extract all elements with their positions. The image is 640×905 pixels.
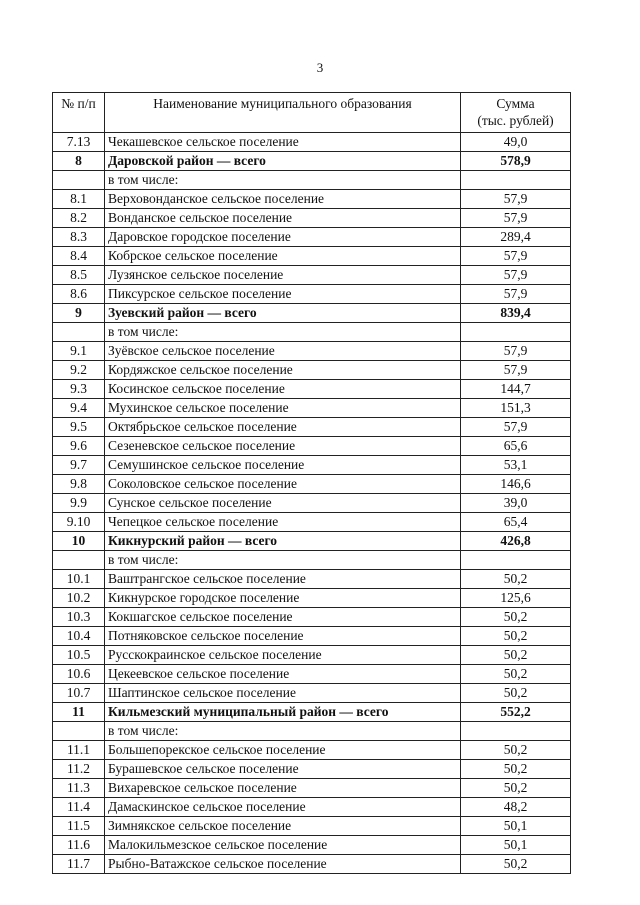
cell-name: Мухинское сельское поселение bbox=[105, 399, 461, 418]
cell-sum: 50,1 bbox=[461, 836, 571, 855]
cell-name: Пиксурское сельское поселение bbox=[105, 285, 461, 304]
cell-num: 9.7 bbox=[53, 456, 105, 475]
page-number: 3 bbox=[316, 60, 324, 75]
cell-num: 10.7 bbox=[53, 684, 105, 703]
cell-sum: 50,2 bbox=[461, 570, 571, 589]
cell-num: 11.4 bbox=[53, 798, 105, 817]
table-row bbox=[53, 855, 571, 874]
cell-num: 11.7 bbox=[53, 855, 105, 874]
cell-sum: 144,7 bbox=[461, 380, 571, 399]
cell-name: Шаптинское сельское поселение bbox=[105, 684, 461, 703]
header-sum bbox=[461, 93, 571, 133]
cell-sum: 57,9 bbox=[461, 247, 571, 266]
cell-name: в том числе: bbox=[105, 323, 461, 342]
cell-num: 10.3 bbox=[53, 608, 105, 627]
cell-num: 9.8 bbox=[53, 475, 105, 494]
table-row bbox=[53, 437, 571, 456]
table-row bbox=[53, 646, 571, 665]
table-row bbox=[53, 266, 571, 285]
cell-name: Потняковское сельское поселение bbox=[105, 627, 461, 646]
cell-num: 8 bbox=[53, 152, 105, 171]
cell-name: Сезеневское сельское поселение bbox=[105, 437, 461, 456]
cell-num: 11.3 bbox=[53, 779, 105, 798]
cell-num bbox=[53, 171, 105, 190]
cell-name: Кокшагское сельское поселение bbox=[105, 608, 461, 627]
cell-name: Вихаревское сельское поселение bbox=[105, 779, 461, 798]
cell-name: Верховонданское сельское поселение bbox=[105, 190, 461, 209]
cell-sum: 57,9 bbox=[461, 342, 571, 361]
table-row-subheading bbox=[53, 171, 571, 190]
cell-name: Цекеевское сельское поселение bbox=[105, 665, 461, 684]
cell-name: Зуёвское сельское поселение bbox=[105, 342, 461, 361]
cell-sum: 50,2 bbox=[461, 684, 571, 703]
cell-sum: 50,2 bbox=[461, 760, 571, 779]
header-name: Наименование муниципального образования bbox=[105, 93, 461, 133]
table-row bbox=[53, 285, 571, 304]
cell-name: Октябрьское сельское поселение bbox=[105, 418, 461, 437]
cell-name: Русскокраинское сельское поселение bbox=[105, 646, 461, 665]
cell-sum: 50,2 bbox=[461, 855, 571, 874]
table-row-total bbox=[53, 152, 571, 171]
cell-sum: 50,1 bbox=[461, 817, 571, 836]
table-row bbox=[53, 247, 571, 266]
table-row bbox=[53, 779, 571, 798]
table-row bbox=[53, 570, 571, 589]
cell-num: 10.1 bbox=[53, 570, 105, 589]
table-row bbox=[53, 836, 571, 855]
cell-sum: 65,6 bbox=[461, 437, 571, 456]
cell-num: 10.4 bbox=[53, 627, 105, 646]
cell-num: 11 bbox=[53, 703, 105, 722]
allocation-table bbox=[52, 92, 571, 874]
cell-sum: 57,9 bbox=[461, 190, 571, 209]
cell-sum: 57,9 bbox=[461, 266, 571, 285]
cell-sum: 48,2 bbox=[461, 798, 571, 817]
cell-sum: 50,2 bbox=[461, 779, 571, 798]
cell-name: Чепецкое сельское поселение bbox=[105, 513, 461, 532]
table-header-row bbox=[53, 93, 571, 133]
cell-num: 8.5 bbox=[53, 266, 105, 285]
cell-sum: 50,2 bbox=[461, 665, 571, 684]
table-row bbox=[53, 627, 571, 646]
cell-name: Рыбно-Ватажское сельское поселение bbox=[105, 855, 461, 874]
cell-num: 10.6 bbox=[53, 665, 105, 684]
cell-name: в том числе: bbox=[105, 722, 461, 741]
cell-sum: 39,0 bbox=[461, 494, 571, 513]
table-row-subheading bbox=[53, 722, 571, 741]
cell-sum: 50,2 bbox=[461, 646, 571, 665]
table-row bbox=[53, 209, 571, 228]
table-row bbox=[53, 494, 571, 513]
cell-sum: 552,2 bbox=[461, 703, 571, 722]
cell-sum: 49,0 bbox=[461, 133, 571, 152]
cell-name: Сунское сельское поселение bbox=[105, 494, 461, 513]
cell-num: 9.6 bbox=[53, 437, 105, 456]
cell-num: 9.3 bbox=[53, 380, 105, 399]
cell-sum: 57,9 bbox=[461, 361, 571, 380]
table-row bbox=[53, 361, 571, 380]
table-row bbox=[53, 817, 571, 836]
cell-name: Кикнурский район — всего bbox=[105, 532, 461, 551]
cell-name: в том числе: bbox=[105, 551, 461, 570]
cell-sum: 53,1 bbox=[461, 456, 571, 475]
table-row bbox=[53, 798, 571, 817]
cell-sum: 57,9 bbox=[461, 209, 571, 228]
cell-sum: 65,4 bbox=[461, 513, 571, 532]
cell-num: 10.5 bbox=[53, 646, 105, 665]
cell-name: Кикнурское городское поселение bbox=[105, 589, 461, 608]
header-sum-line2: (тыс. рублей) bbox=[477, 113, 554, 128]
cell-name: Даровское городское поселение bbox=[105, 228, 461, 247]
table-row bbox=[53, 684, 571, 703]
cell-name: Бурашевское сельское поселение bbox=[105, 760, 461, 779]
cell-num: 9.2 bbox=[53, 361, 105, 380]
cell-sum: 289,4 bbox=[461, 228, 571, 247]
table-row-total bbox=[53, 703, 571, 722]
cell-num bbox=[53, 551, 105, 570]
cell-sum bbox=[461, 551, 571, 570]
cell-num: 11.6 bbox=[53, 836, 105, 855]
table-row bbox=[53, 456, 571, 475]
cell-name: Соколовское сельское поселение bbox=[105, 475, 461, 494]
cell-name: Ваштрангское сельское поселение bbox=[105, 570, 461, 589]
cell-name: Малокильмезское сельское поселение bbox=[105, 836, 461, 855]
header-sum-line1: Сумма bbox=[496, 96, 535, 111]
cell-num: 10 bbox=[53, 532, 105, 551]
cell-name: в том числе: bbox=[105, 171, 461, 190]
cell-name: Большепорекское сельское поселение bbox=[105, 741, 461, 760]
table-row-total bbox=[53, 532, 571, 551]
cell-num: 9.10 bbox=[53, 513, 105, 532]
cell-num: 8.3 bbox=[53, 228, 105, 247]
cell-name: Семушинское сельское поселение bbox=[105, 456, 461, 475]
cell-num: 11.2 bbox=[53, 760, 105, 779]
cell-num bbox=[53, 722, 105, 741]
cell-name: Лузянское сельское поселение bbox=[105, 266, 461, 285]
cell-sum: 151,3 bbox=[461, 399, 571, 418]
cell-num: 8.1 bbox=[53, 190, 105, 209]
table-row bbox=[53, 760, 571, 779]
table-row-subheading bbox=[53, 551, 571, 570]
cell-sum: 50,2 bbox=[461, 608, 571, 627]
cell-name: Кордяжское сельское поселение bbox=[105, 361, 461, 380]
table-row-total bbox=[53, 304, 571, 323]
cell-sum: 146,6 bbox=[461, 475, 571, 494]
table-row bbox=[53, 665, 571, 684]
cell-num: 7.13 bbox=[53, 133, 105, 152]
cell-num: 8.6 bbox=[53, 285, 105, 304]
header-num: № п/п bbox=[53, 93, 105, 133]
cell-num: 10.2 bbox=[53, 589, 105, 608]
table-body bbox=[53, 133, 571, 874]
cell-num: 9.5 bbox=[53, 418, 105, 437]
cell-sum: 57,9 bbox=[461, 418, 571, 437]
table-row bbox=[53, 380, 571, 399]
cell-num: 11.1 bbox=[53, 741, 105, 760]
cell-num: 8.4 bbox=[53, 247, 105, 266]
cell-num: 9 bbox=[53, 304, 105, 323]
cell-sum: 125,6 bbox=[461, 589, 571, 608]
cell-name: Вонданское сельское поселение bbox=[105, 209, 461, 228]
table-row bbox=[53, 342, 571, 361]
cell-name: Кобрское сельское поселение bbox=[105, 247, 461, 266]
cell-num: 8.2 bbox=[53, 209, 105, 228]
cell-sum: 578,9 bbox=[461, 152, 571, 171]
table-row bbox=[53, 741, 571, 760]
cell-num: 11.5 bbox=[53, 817, 105, 836]
table-row bbox=[53, 589, 571, 608]
cell-num bbox=[53, 323, 105, 342]
cell-name: Косинское сельское поселение bbox=[105, 380, 461, 399]
table-row bbox=[53, 228, 571, 247]
cell-name: Зимнякское сельское поселение bbox=[105, 817, 461, 836]
cell-num: 9.4 bbox=[53, 399, 105, 418]
table-row bbox=[53, 190, 571, 209]
cell-num: 9.1 bbox=[53, 342, 105, 361]
table-row bbox=[53, 399, 571, 418]
cell-name: Зуевский район — всего bbox=[105, 304, 461, 323]
table-row bbox=[53, 513, 571, 532]
cell-sum: 50,2 bbox=[461, 627, 571, 646]
cell-name: Кильмезский муниципальный район — всего bbox=[105, 703, 461, 722]
cell-sum: 839,4 bbox=[461, 304, 571, 323]
table-row bbox=[53, 475, 571, 494]
table-row bbox=[53, 608, 571, 627]
cell-sum bbox=[461, 171, 571, 190]
table-row bbox=[53, 133, 571, 152]
cell-sum: 57,9 bbox=[461, 285, 571, 304]
cell-sum bbox=[461, 722, 571, 741]
cell-sum bbox=[461, 323, 571, 342]
table-row-subheading bbox=[53, 323, 571, 342]
cell-num: 9.9 bbox=[53, 494, 105, 513]
cell-sum: 426,8 bbox=[461, 532, 571, 551]
cell-name: Даровской район — всего bbox=[105, 152, 461, 171]
table-row bbox=[53, 418, 571, 437]
cell-name: Чекашевское сельское поселение bbox=[105, 133, 461, 152]
cell-sum: 50,2 bbox=[461, 741, 571, 760]
cell-name: Дамаскинское сельское поселение bbox=[105, 798, 461, 817]
